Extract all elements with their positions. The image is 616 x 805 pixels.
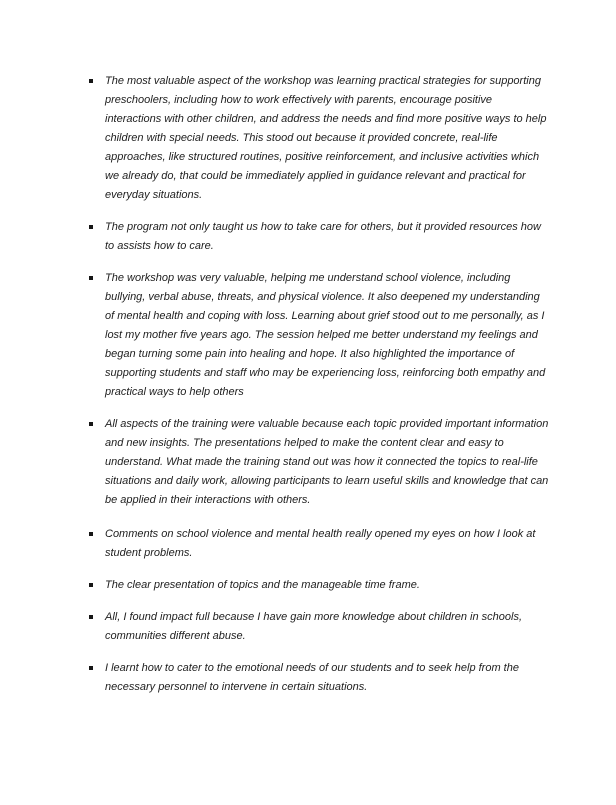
square-bullet-icon bbox=[89, 666, 93, 670]
square-bullet-icon bbox=[89, 79, 93, 83]
square-bullet-icon bbox=[89, 615, 93, 619]
list-item bbox=[88, 608, 551, 646]
square-bullet-icon bbox=[89, 532, 93, 536]
bullet-text: I learnt how to cater to the emotional needs of our students and to seek help from the necessary personnel to intervene in certain situations. bbox=[105, 662, 519, 693]
bullet-text: The clear presentation of topics and the manageable time frame. bbox=[105, 579, 420, 591]
bullet-text: All, I found impact full because I have gain more knowledge about children in schools, communities different abuse. bbox=[105, 611, 523, 642]
list-item bbox=[88, 218, 551, 256]
list-item bbox=[88, 269, 551, 402]
square-bullet-icon bbox=[89, 276, 93, 280]
list-item bbox=[88, 525, 551, 563]
square-bullet-icon bbox=[89, 422, 93, 426]
list-item bbox=[88, 659, 551, 697]
list-item bbox=[88, 415, 551, 510]
list-item bbox=[88, 72, 551, 205]
list-item bbox=[88, 576, 551, 595]
square-bullet-icon bbox=[89, 225, 93, 229]
bullet-text: The workshop was very valuable, helping me understand school violence, including bullying, verbal abuse, threats, and physical violence. It also deepened my understanding of mental health and coping with loss. Learning about grief stood out to me personally, as I lost my mother five years ago. The session helped me better understand my feelings and began turning some pain into healing and hope. It also highlighted the importance of supporting students and staff who may be experiencing loss, reinforcing both empathy and practical ways to help others bbox=[105, 272, 546, 398]
bullet-text: The most valuable aspect of the workshop was learning practical strategies for supporting preschoolers, including how to work effectively with parents, encourage positive interactions with other children, and address the needs and find more positive ways to help children with special needs. This stood out because it provided concrete, real-life approaches, like structured routines, positive reinforcement, and inclusive activities which we already do, that could be immediately applied in guidance relevant and practical for everyday situations. bbox=[105, 75, 547, 201]
square-bullet-icon bbox=[89, 583, 93, 587]
bullet-text: All aspects of the training were valuable because each topic provided important information and new insights. The presentations helped to make the content clear and easy to understand. What made the training stand out was how it connected the topics to real-life situations and daily work, allowing participants to learn useful skills and knowledge that can be applied in their interactions with others. bbox=[105, 418, 549, 506]
bullet-text: Comments on school violence and mental health really opened my eyes on how I look at student problems. bbox=[105, 528, 536, 559]
bullet-text: The program not only taught us how to take care for others, but it provided resources how to assists how to care. bbox=[105, 221, 541, 252]
